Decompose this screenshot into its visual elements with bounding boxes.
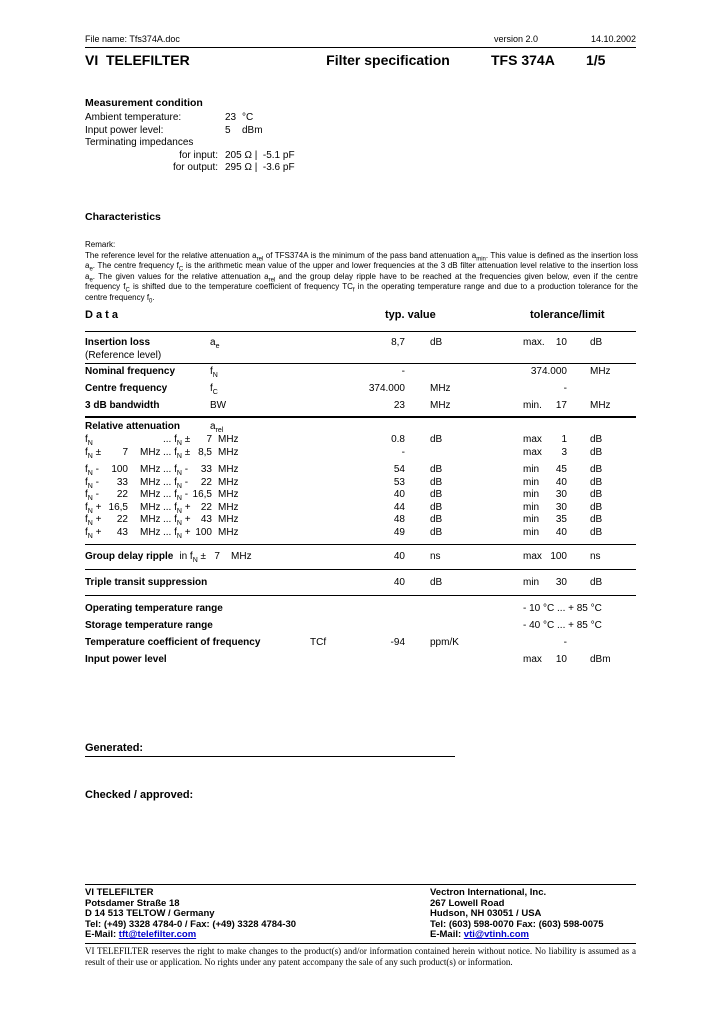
table-row	[85, 653, 636, 670]
column-header-data: D a t a	[85, 309, 119, 321]
row-symbol: TCf	[310, 637, 327, 648]
row-label: Operating temperature range	[85, 603, 223, 614]
freq-symbol-from: $f_N$ +	[85, 526, 102, 540]
freq-value-from: 22	[116, 514, 128, 525]
measurement-unit: °C	[242, 112, 254, 123]
freq-symbol-from: $f_N$	[85, 434, 93, 447]
attenuation-row	[85, 527, 636, 540]
freq-symbol-to: ... $f_N$ ±	[163, 434, 191, 447]
table-group-insertion-loss	[85, 332, 636, 364]
attenuation-row	[85, 502, 636, 515]
table-row	[85, 365, 636, 382]
attenuation-row	[85, 514, 636, 527]
tolerance-unit: dB	[590, 577, 603, 588]
freq-unit-to: MHz	[218, 526, 239, 538]
freq-value-from: 33	[116, 476, 128, 488]
table-row	[85, 382, 636, 399]
freq-unit-to: MHz	[218, 434, 239, 445]
tolerance-qualifier: max	[523, 446, 542, 458]
row-label: Nominal frequency	[85, 366, 176, 377]
tolerance-value: 35	[555, 514, 567, 525]
typ-unit: ns	[430, 551, 441, 562]
attenuation-row	[85, 477, 636, 490]
tolerance-range: - 10 °C ... + 85 °C	[523, 603, 602, 614]
tolerance-value: 1	[561, 434, 567, 445]
tolerance-qualifier: max.	[523, 337, 545, 348]
row-symbol: $a_{rel}$	[210, 421, 224, 434]
tolerance-qualifier: min	[523, 514, 540, 525]
generated-signature-line: Generated:	[85, 742, 455, 757]
freq-symbol-to: ... $f_N$ -	[163, 489, 189, 502]
typ-value: -94	[390, 637, 405, 648]
typ-unit: dB	[430, 489, 443, 500]
typ-value: 44	[393, 501, 405, 513]
measurement-row	[85, 162, 636, 175]
row-symbol: $f_N$	[210, 366, 218, 379]
freq-unit-from: MHz	[140, 514, 161, 525]
row-label: Storage temperature range	[85, 620, 213, 631]
document-title: Filter specification	[326, 52, 450, 68]
typ-value: -	[401, 366, 405, 377]
attenuation-row	[85, 434, 636, 447]
row-label: Temperature coefficient of frequency	[85, 637, 261, 648]
tolerance-unit: MHz	[590, 366, 611, 377]
typ-unit: dB	[430, 526, 443, 538]
email-link-telefilter[interactable]: tft@telefilter.com	[118, 929, 197, 941]
tolerance-value: 45	[555, 464, 567, 475]
table-group-relative-attenuation	[85, 418, 636, 545]
footer-street: 267 Lowell Road	[430, 897, 505, 909]
freq-symbol-from: $f_N$ ±	[85, 446, 102, 460]
header-meta-row	[85, 34, 636, 45]
tolerance-qualifier: max	[523, 551, 542, 562]
freq-symbol-to: ... $f_N$ -	[163, 476, 189, 490]
freq-value-to: 8,5	[198, 446, 212, 458]
typ-unit: dB	[430, 476, 443, 488]
tolerance-unit: ns	[590, 551, 601, 562]
freq-symbol-to: ... $f_N$ +	[163, 514, 191, 527]
tolerance-value: 3	[561, 446, 567, 458]
typ-unit: MHz	[430, 383, 451, 394]
tolerance-qualifier: max	[523, 654, 542, 665]
row-label: Centre frequency	[85, 383, 168, 394]
measurement-value: 5	[225, 124, 231, 136]
measurement-value: 295 Ω | -3.6 pF	[225, 162, 295, 173]
tolerance-unit: dB	[590, 464, 603, 475]
freq-symbol-from: $f_N$ -	[85, 476, 99, 490]
row-label: Insertion loss	[85, 337, 151, 348]
freq-value-to: 16,5	[192, 489, 212, 500]
header-title-row	[85, 52, 636, 69]
freq-symbol-to: ... $f_N$ +	[163, 501, 191, 515]
table-row	[85, 576, 636, 589]
freq-value-from: 43	[116, 526, 128, 538]
checked-approved-label: Checked / approved:	[85, 789, 194, 801]
tolerance-value: 374.000	[530, 366, 567, 377]
tolerance-qualifier: min	[523, 577, 540, 588]
measurement-unit: dBm	[242, 124, 263, 136]
tolerance-unit: dB	[590, 476, 603, 488]
table-row	[85, 602, 636, 619]
tolerance-value: 30	[555, 501, 567, 513]
measurement-value: 205 Ω | -5.1 pF	[225, 149, 295, 161]
tolerance-unit: dB	[590, 514, 603, 525]
tolerance-unit: dB	[590, 337, 603, 348]
characteristics-section	[85, 211, 638, 303]
tolerance-range: - 40 °C ... + 85 °C	[523, 620, 602, 631]
table-row	[85, 619, 636, 636]
measurement-row	[85, 150, 636, 163]
column-header-typ: typ. value	[385, 309, 436, 321]
freq-unit-from: MHz	[140, 464, 161, 475]
typ-value: 40	[393, 551, 405, 562]
footer-phone: Tel: (+49) 3328 4784-0 / Fax: (+49) 3328 4784-30	[85, 918, 297, 930]
freq-value-to: 7	[206, 434, 212, 445]
freq-unit-to: MHz	[218, 464, 239, 475]
footer-city: Hudson, NH 03051 / USA	[430, 908, 542, 920]
freq-value-from: 22	[116, 489, 128, 500]
page-number: 1/5	[586, 52, 606, 68]
footer-city: D 14 513 TELTOW / Germany	[85, 908, 215, 920]
characteristics-heading: Characteristics	[85, 211, 161, 223]
tolerance-qualifier: min.	[523, 400, 542, 411]
typ-value: 40	[393, 489, 405, 500]
freq-value-to: 33	[200, 464, 212, 475]
footer-company-name: Vectron International, Inc.	[430, 887, 547, 898]
tolerance-qualifier: min	[523, 526, 540, 538]
page-footer	[85, 884, 636, 968]
typ-value: 8,7	[391, 337, 405, 348]
row-symbol: BW	[210, 400, 227, 411]
table-row	[85, 399, 636, 416]
table-row	[85, 336, 636, 362]
header-rule	[85, 47, 636, 48]
typ-unit: dB	[430, 514, 443, 525]
tolerance-value: 30	[555, 489, 567, 500]
freq-unit-from: MHz	[140, 446, 161, 458]
freq-unit-from: MHz	[140, 476, 161, 488]
freq-value-to: 100	[195, 526, 212, 538]
footer-columns	[85, 885, 636, 944]
tolerance-qualifier: min	[523, 476, 540, 488]
tolerance-value: 10	[555, 337, 567, 348]
typ-value: 40	[393, 577, 405, 588]
tolerance-qualifier: max	[523, 434, 542, 445]
freq-value-to: 22	[200, 501, 212, 513]
row-symbol: $a_e$	[210, 337, 220, 350]
tolerance-value: 17	[555, 400, 567, 411]
table-header-row	[85, 308, 636, 332]
freq-unit-to: MHz	[218, 489, 239, 500]
row-label: Relative attenuation	[85, 421, 181, 432]
typ-unit: dB	[430, 464, 443, 475]
tolerance-value: -	[563, 637, 567, 648]
table-row	[85, 636, 636, 653]
table-row	[85, 420, 636, 434]
typ-value: 48	[393, 514, 405, 525]
tolerance-unit: dB	[590, 446, 603, 458]
tolerance-value: 40	[555, 526, 567, 538]
freq-unit-from: MHz	[140, 501, 161, 513]
measurement-label: Input power level:	[85, 124, 164, 136]
tolerance-value: 10	[555, 654, 567, 665]
typ-unit: dB	[430, 577, 443, 588]
email-link-vectron[interactable]: vti@vtinh.com	[463, 929, 529, 941]
measurement-row	[85, 137, 636, 150]
freq-symbol-to: ... $f_N$ -	[163, 464, 189, 477]
row-label: Group delay ripple	[85, 551, 174, 562]
freq-value-from: 100	[111, 464, 128, 475]
footer-address-telefilter	[85, 888, 430, 941]
table-group-triple-transit	[85, 570, 636, 596]
freq-unit-from: MHz	[140, 526, 161, 538]
version-label: version 2.0	[494, 34, 539, 44]
typ-value: 0.8	[391, 434, 405, 445]
freq-unit-from: MHz	[140, 489, 161, 500]
footer-email-row: E-Mail: vti@vtinh.com	[430, 929, 529, 941]
freq-symbol-to: ... $f_N$ +	[163, 526, 191, 540]
row-condition: in $f_N \pm 7$ MHz	[179, 551, 252, 564]
measurement-value: 23	[225, 112, 237, 123]
footer-company-name: VI TELEFILTER	[85, 887, 154, 898]
tolerance-value: 30	[555, 577, 567, 588]
table-row	[85, 550, 636, 563]
company-name: VI TELEFILTER	[85, 52, 190, 68]
part-number: TFS 374A	[491, 52, 555, 68]
footer-street: Potsdamer Straße 18	[85, 897, 180, 909]
measurement-row	[85, 112, 636, 125]
tolerance-value: 40	[555, 476, 567, 488]
typ-unit: dB	[430, 501, 443, 513]
tolerance-qualifier: min	[523, 501, 540, 513]
tolerance-unit: dB	[590, 526, 603, 538]
attenuation-rows	[85, 434, 636, 539]
row-sublabel: (Reference level)	[85, 350, 162, 361]
typ-value: 23	[393, 400, 405, 411]
typ-unit: ppm/K	[430, 637, 459, 648]
freq-value-to: 43	[200, 514, 212, 525]
typ-value: 53	[393, 476, 405, 488]
freq-unit-to: MHz	[218, 514, 239, 525]
tolerance-unit: dB	[590, 489, 603, 500]
tolerance-qualifier: min	[523, 489, 540, 500]
freq-symbol-from: $f_N$ +	[85, 514, 102, 527]
remark-label: Remark:	[85, 240, 116, 249]
freq-unit-to: MHz	[218, 446, 239, 458]
footer-address-vectron	[430, 888, 636, 941]
page-header	[85, 34, 636, 69]
attenuation-row	[85, 464, 636, 477]
measurement-heading: Measurement condition	[85, 97, 203, 109]
row-symbol: $f_C$	[210, 383, 218, 396]
freq-value-from: 7	[122, 446, 128, 458]
column-header-tolerance: tolerance/limit	[530, 309, 605, 321]
row-label: Triple transit suppression	[85, 577, 208, 588]
typ-value: 49	[393, 526, 405, 538]
remark-text: The reference level for the relative attenuation $a_{rel}$ of TFS374A is the minimum of the pass band attenuation $a_{min}$. This value is defined as the insertion loss $a_e$. The centre frequency $f_C$ is the arithmetic mean value of the upper and lower frequencies at the 3 dB filter attenuation level relative to the insertion loss $a_e$. The given values for the relative attenuation $a_{rel}$ and the group delay ripple have to be reached at the frequencies given below, even if the centre frequency $f_C$ is shifted due to the temperature coefficient of frequency $TC_f$ in the operating temperature range and due to a production tolerance for the centre frequency $f_0$.	[85, 250, 639, 305]
attenuation-row	[85, 447, 636, 460]
table-group-frequencies	[85, 364, 636, 418]
attenuation-row	[85, 489, 636, 502]
footer-disclaimer: VI TELEFILTER reserves the right to make changes to the product(s) and/or information contained herein without notice. No liability is assumed as a result of their use or application. No rights under any patent accompany the sale of any such product(s) or information.	[85, 945, 636, 967]
footer-phone: Tel: (603) 598-0070 Fax: (603) 598-0075	[430, 918, 604, 930]
row-label: Input power level	[85, 654, 167, 665]
tolerance-value: 100	[550, 551, 567, 562]
freq-value-from: 16,5	[108, 501, 128, 513]
freq-symbol-to: ... $f_N$ ±	[163, 446, 191, 460]
tolerance-unit: MHz	[590, 400, 611, 411]
date-label: 14.10.2002	[590, 34, 636, 44]
measurement-label: for input:	[179, 149, 218, 161]
tolerance-qualifier: min	[523, 464, 540, 475]
measurement-label: Terminating impedances	[85, 137, 194, 148]
footer-email-row: E-Mail: tft@telefilter.com	[85, 929, 197, 941]
table-group-group-delay	[85, 545, 636, 570]
file-name: File name: Tfs374A.doc	[85, 34, 180, 44]
freq-symbol-from: $f_N$ -	[85, 489, 99, 502]
measurement-row	[85, 125, 636, 138]
freq-unit-to: MHz	[218, 476, 239, 488]
typ-unit: MHz	[430, 400, 451, 411]
typ-value: 54	[393, 464, 405, 475]
typ-value: 374.000	[368, 383, 405, 394]
tolerance-unit: dB	[590, 501, 603, 513]
typ-unit: dB	[430, 337, 443, 348]
freq-unit-to: MHz	[218, 501, 239, 513]
typ-unit: dB	[430, 434, 443, 445]
measurement-label: for output:	[172, 162, 218, 173]
measurement-label: Ambient temperature:	[85, 112, 182, 123]
freq-value-to: 22	[200, 476, 212, 488]
tolerance-value: -	[563, 383, 567, 394]
tolerance-unit: dBm	[590, 654, 611, 665]
tolerance-unit: dB	[590, 434, 603, 445]
measurement-condition-section	[85, 97, 636, 175]
freq-symbol-from: $f_N$ -	[85, 464, 99, 477]
freq-symbol-from: $f_N$ +	[85, 501, 102, 515]
row-label: 3 dB bandwidth	[85, 400, 160, 411]
table-group-environment	[85, 596, 636, 670]
data-table	[85, 308, 636, 670]
typ-value: -	[401, 446, 405, 458]
